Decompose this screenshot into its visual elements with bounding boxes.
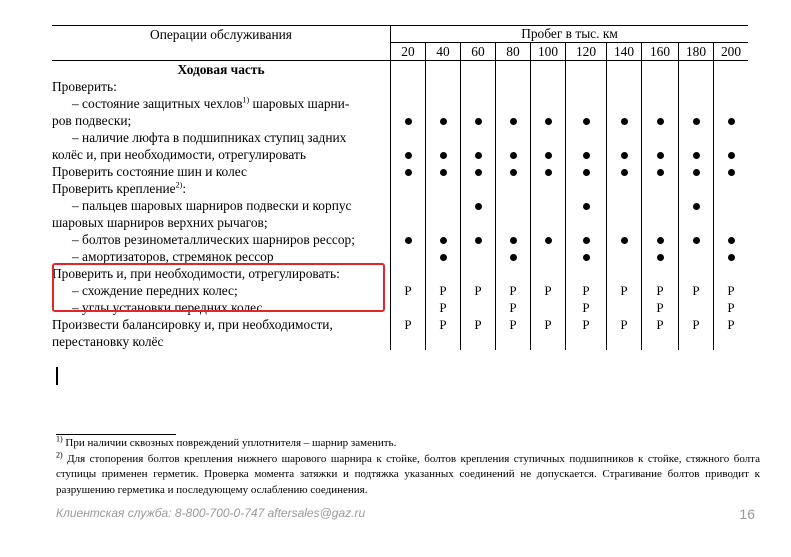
adjust-mark: Р xyxy=(679,282,714,299)
empty-mark xyxy=(607,180,642,197)
empty-mark xyxy=(679,180,714,197)
operation-cell xyxy=(52,333,391,350)
adjust-mark: Р xyxy=(404,317,412,332)
empty-mark xyxy=(461,333,496,350)
dot-icon xyxy=(693,169,700,176)
dot-icon xyxy=(475,169,482,176)
check-mark xyxy=(496,231,531,248)
empty-mark xyxy=(642,180,679,197)
empty-mark xyxy=(714,265,749,282)
empty-mark xyxy=(642,129,679,146)
dot-icon xyxy=(405,169,412,176)
empty-mark xyxy=(642,333,679,350)
empty-mark xyxy=(391,299,426,316)
empty-mark xyxy=(496,95,531,112)
empty-mark xyxy=(531,129,566,146)
adjust-mark: Р xyxy=(496,299,531,316)
operation-cell xyxy=(52,214,391,231)
operation-cell xyxy=(52,146,391,163)
adjust-mark: Р xyxy=(679,316,714,333)
table-row xyxy=(52,95,748,112)
check-mark xyxy=(461,231,496,248)
empty-mark xyxy=(714,180,749,197)
adjust-mark: Р xyxy=(642,282,679,299)
check-mark xyxy=(714,112,749,129)
empty-mark xyxy=(714,78,749,95)
operation-text: – наличие люфта в подшипниках ступиц задних xyxy=(72,130,347,145)
dot-icon xyxy=(440,169,447,176)
footnote-1 xyxy=(56,436,760,452)
dot-icon xyxy=(405,118,412,125)
check-mark xyxy=(566,112,607,129)
empty-mark xyxy=(679,333,714,350)
empty-mark xyxy=(391,265,426,282)
mark-cell xyxy=(531,61,566,79)
footnote-divider xyxy=(56,434,176,435)
empty-mark xyxy=(391,197,426,214)
dot-icon xyxy=(510,152,517,159)
section-title: Ходовая часть xyxy=(52,61,391,79)
empty-mark xyxy=(607,333,642,350)
empty-mark xyxy=(679,129,714,146)
dot-icon xyxy=(510,254,517,261)
check-mark xyxy=(607,231,642,248)
empty-mark xyxy=(679,214,714,231)
check-mark xyxy=(391,146,426,163)
check-mark xyxy=(566,231,607,248)
dot-icon xyxy=(440,254,447,261)
table-row xyxy=(52,78,748,95)
empty-mark xyxy=(714,95,749,112)
check-mark xyxy=(426,163,461,180)
footnote-2-mark: 2) xyxy=(56,449,63,459)
operation-text-tail: : xyxy=(182,181,187,196)
check-mark xyxy=(679,146,714,163)
table-row xyxy=(52,180,748,197)
dot-icon xyxy=(728,237,735,244)
dot-icon xyxy=(583,254,590,261)
empty-mark xyxy=(426,214,461,231)
empty-mark xyxy=(607,299,642,316)
dot-icon xyxy=(510,118,517,125)
check-mark xyxy=(496,146,531,163)
operation-cell xyxy=(52,129,391,146)
empty-mark xyxy=(391,78,426,95)
dot-icon xyxy=(621,169,628,176)
mark-cell xyxy=(391,61,426,79)
dot-icon xyxy=(728,118,735,125)
dot-icon xyxy=(440,118,447,125)
empty-mark xyxy=(461,180,496,197)
empty-mark xyxy=(391,95,426,112)
dot-icon xyxy=(510,237,517,244)
dot-icon xyxy=(583,237,590,244)
check-mark xyxy=(566,146,607,163)
empty-mark xyxy=(566,129,607,146)
empty-mark xyxy=(607,248,642,265)
operation-text: шаровых шарниров верхних рычагов; xyxy=(52,215,268,230)
table-row xyxy=(52,163,748,180)
empty-mark xyxy=(391,129,426,146)
check-mark xyxy=(531,146,566,163)
empty-mark xyxy=(496,197,531,214)
empty-mark xyxy=(496,180,531,197)
table-row xyxy=(52,112,748,129)
check-mark xyxy=(642,146,679,163)
operation-text: – пальцев шаровых шарниров подвески и корпус xyxy=(72,198,352,213)
footnote-2 xyxy=(56,449,760,499)
dot-icon xyxy=(657,254,664,261)
operation-cell xyxy=(52,231,391,248)
dot-icon xyxy=(693,118,700,125)
dot-icon xyxy=(545,169,552,176)
check-mark xyxy=(607,112,642,129)
dot-icon xyxy=(693,203,700,210)
empty-mark xyxy=(566,265,607,282)
adjust-mark: Р xyxy=(426,282,461,299)
footnote-2-text: Для стопорения болтов крепления нижнего шарового шарнира к стойке, болтов крепления ступичных подшипников к стойке, стяжного болта ступицы применен герметик. Проверка момента затяжки и подтяжка указанных соединений не допускается. Страгивание болтов приводит к разрушению герметика и последующему ослаблению соединения. xyxy=(56,452,760,496)
table-row xyxy=(52,197,748,214)
operation-text: – болтов резинометаллических шарниров рессор; xyxy=(72,232,355,247)
mileage-col-60: 60 xyxy=(461,43,496,61)
empty-mark xyxy=(531,180,566,197)
check-mark xyxy=(714,248,749,265)
empty-mark xyxy=(391,180,426,197)
mileage-col-160: 160 xyxy=(642,43,679,61)
dot-icon xyxy=(583,118,590,125)
empty-mark xyxy=(391,333,426,350)
empty-mark xyxy=(496,78,531,95)
empty-mark xyxy=(714,129,749,146)
mileage-col-180: 180 xyxy=(679,43,714,61)
adjust-mark: Р xyxy=(566,299,607,316)
empty-mark xyxy=(461,265,496,282)
empty-mark xyxy=(566,78,607,95)
adjust-mark: Р xyxy=(642,316,679,333)
operation-cell xyxy=(52,95,391,112)
empty-mark xyxy=(531,95,566,112)
operation-text: ров подвески; xyxy=(52,113,132,128)
check-mark xyxy=(426,231,461,248)
empty-mark xyxy=(426,180,461,197)
empty-mark xyxy=(566,180,607,197)
empty-mark xyxy=(679,95,714,112)
dot-icon xyxy=(621,237,628,244)
adjust-mark: Р xyxy=(714,282,749,299)
table-row xyxy=(52,214,748,231)
dot-icon xyxy=(475,203,482,210)
adjust-mark: Р xyxy=(531,282,566,299)
dot-icon xyxy=(728,254,735,261)
operation-text: Проверить состояние шин и колес xyxy=(52,164,247,179)
empty-mark xyxy=(496,265,531,282)
check-mark xyxy=(607,146,642,163)
empty-mark xyxy=(531,299,566,316)
empty-mark xyxy=(426,333,461,350)
operations-header: Операции обслуживания xyxy=(52,26,391,61)
mileage-col-100: 100 xyxy=(531,43,566,61)
mileage-col-120: 120 xyxy=(566,43,607,61)
empty-mark xyxy=(566,95,607,112)
empty-mark xyxy=(496,333,531,350)
empty-mark xyxy=(426,129,461,146)
operation-text: Произвести балансировку и, при необходимости, xyxy=(52,317,333,332)
empty-mark xyxy=(531,265,566,282)
operation-text: – амортизаторов, стремянок рессор xyxy=(72,249,274,264)
empty-mark xyxy=(426,265,461,282)
mark-cell xyxy=(607,61,642,79)
check-mark xyxy=(679,112,714,129)
empty-mark xyxy=(642,78,679,95)
operation-cell xyxy=(52,316,391,333)
check-mark xyxy=(426,146,461,163)
dot-icon xyxy=(475,118,482,125)
check-mark xyxy=(531,231,566,248)
empty-mark xyxy=(714,214,749,231)
operation-text: колёс и, при необходимости, отрегулировать xyxy=(52,147,306,162)
adjust-mark: Р xyxy=(566,282,607,299)
empty-mark xyxy=(642,214,679,231)
empty-mark xyxy=(531,333,566,350)
empty-mark xyxy=(461,78,496,95)
empty-mark xyxy=(679,248,714,265)
empty-mark xyxy=(531,78,566,95)
mark-cell xyxy=(714,61,749,79)
empty-mark xyxy=(426,197,461,214)
mark-cell xyxy=(679,61,714,79)
empty-mark xyxy=(642,197,679,214)
check-mark xyxy=(496,163,531,180)
empty-mark xyxy=(642,265,679,282)
dot-icon xyxy=(583,152,590,159)
empty-mark xyxy=(531,197,566,214)
dot-icon xyxy=(545,118,552,125)
adjust-mark: Р xyxy=(607,316,642,333)
check-mark xyxy=(426,248,461,265)
adjust-mark: Р xyxy=(714,299,749,316)
empty-mark xyxy=(642,95,679,112)
empty-mark xyxy=(679,299,714,316)
empty-mark xyxy=(714,333,749,350)
mileage-col-20: 20 xyxy=(391,43,426,61)
dot-icon xyxy=(405,152,412,159)
mileage-col-140: 140 xyxy=(607,43,642,61)
adjust-mark: Р xyxy=(461,282,496,299)
footnote-1-text: При наличии сквозных повреждений уплотнителя – шарнир заменить. xyxy=(62,437,397,449)
operation-text: перестановку колёс xyxy=(52,334,164,349)
check-mark xyxy=(566,163,607,180)
mark-cell xyxy=(496,61,531,79)
check-mark xyxy=(679,197,714,214)
check-mark xyxy=(496,248,531,265)
adjust-mark: Р xyxy=(461,316,496,333)
empty-mark xyxy=(566,214,607,231)
text-cursor[interactable] xyxy=(56,367,58,385)
empty-mark xyxy=(391,214,426,231)
dot-icon xyxy=(475,237,482,244)
empty-mark xyxy=(461,95,496,112)
empty-mark xyxy=(607,265,642,282)
dot-icon xyxy=(657,118,664,125)
check-mark xyxy=(714,146,749,163)
dot-icon xyxy=(510,169,517,176)
check-mark xyxy=(566,197,607,214)
check-mark xyxy=(642,231,679,248)
empty-mark xyxy=(391,248,426,265)
empty-mark xyxy=(531,248,566,265)
mileage-col-40: 40 xyxy=(426,43,461,61)
check-mark xyxy=(461,146,496,163)
empty-mark xyxy=(714,197,749,214)
adjust-mark: Р xyxy=(426,316,461,333)
dot-icon xyxy=(583,203,590,210)
footnotes xyxy=(56,436,760,498)
mileage-col-80: 80 xyxy=(496,43,531,61)
table-row xyxy=(52,333,748,350)
mileage-col-200: 200 xyxy=(714,43,749,61)
dot-icon xyxy=(621,152,628,159)
adjust-mark: Р xyxy=(642,299,679,316)
table-row xyxy=(52,231,748,248)
empty-mark xyxy=(566,333,607,350)
dot-icon xyxy=(621,118,628,125)
highlight-box xyxy=(52,263,385,312)
empty-mark xyxy=(461,248,496,265)
dot-icon xyxy=(545,152,552,159)
dot-icon xyxy=(440,152,447,159)
check-mark xyxy=(496,112,531,129)
check-mark xyxy=(531,112,566,129)
mark-cell xyxy=(642,61,679,79)
empty-mark xyxy=(531,214,566,231)
footnote-ref: 1) xyxy=(242,95,250,105)
empty-mark xyxy=(607,78,642,95)
empty-mark xyxy=(426,95,461,112)
dot-icon xyxy=(475,152,482,159)
dot-icon xyxy=(728,169,735,176)
empty-mark xyxy=(461,129,496,146)
empty-mark xyxy=(607,214,642,231)
adjust-mark: Р xyxy=(566,316,607,333)
check-mark xyxy=(391,112,426,129)
operation-text: Проверить крепление xyxy=(52,181,176,196)
check-mark xyxy=(607,163,642,180)
table-row xyxy=(52,316,748,333)
operation-text: – состояние защитных чехлов xyxy=(72,96,243,111)
check-mark xyxy=(642,248,679,265)
check-mark xyxy=(679,231,714,248)
check-mark xyxy=(461,163,496,180)
footnote-1-mark: 1) xyxy=(56,434,63,444)
check-mark xyxy=(714,163,749,180)
page-number: 16 xyxy=(739,506,755,522)
adjust-mark: Р xyxy=(496,282,531,299)
dot-icon xyxy=(545,237,552,244)
empty-mark xyxy=(679,265,714,282)
operation-cell xyxy=(52,163,391,180)
check-mark xyxy=(391,231,426,248)
adjust-mark: Р xyxy=(426,299,461,316)
adjust-mark: Р xyxy=(404,283,412,298)
empty-mark xyxy=(461,299,496,316)
dot-icon xyxy=(657,237,664,244)
check-mark xyxy=(679,163,714,180)
check-mark xyxy=(531,163,566,180)
mileage-header: Пробег в тыс. км xyxy=(391,26,749,43)
check-mark xyxy=(461,197,496,214)
table-row xyxy=(52,129,748,146)
check-mark xyxy=(566,248,607,265)
dot-icon xyxy=(440,237,447,244)
operation-cell xyxy=(52,180,391,197)
mark-cell xyxy=(426,61,461,79)
adjust-mark: Р xyxy=(607,282,642,299)
operation-cell xyxy=(52,78,391,95)
check-mark xyxy=(391,163,426,180)
check-mark xyxy=(642,163,679,180)
check-mark xyxy=(642,112,679,129)
check-mark xyxy=(426,112,461,129)
mark-cell xyxy=(566,61,607,79)
empty-mark xyxy=(461,214,496,231)
operation-text-tail: шаровых шарни- xyxy=(249,96,350,111)
operation-cell xyxy=(52,197,391,214)
adjust-mark: Р xyxy=(496,316,531,333)
check-mark xyxy=(461,112,496,129)
service-contact: Клиентская служба: 8-800-700-0-747 aftersales@gaz.ru xyxy=(56,506,366,520)
operation-text: Проверить: xyxy=(52,79,117,94)
dot-icon xyxy=(583,169,590,176)
empty-mark xyxy=(607,197,642,214)
operation-cell xyxy=(52,112,391,129)
adjust-mark: Р xyxy=(531,316,566,333)
empty-mark xyxy=(496,214,531,231)
dot-icon xyxy=(657,169,664,176)
footnote-ref: 2) xyxy=(175,180,183,190)
adjust-mark: Р xyxy=(714,316,749,333)
operation-text: Проверить и, при необходимости, отрегулировать: xyxy=(52,266,340,281)
operation-text: – схождение передних колес; xyxy=(72,283,238,298)
empty-mark xyxy=(607,129,642,146)
empty-mark xyxy=(607,95,642,112)
dot-icon xyxy=(693,152,700,159)
check-mark xyxy=(714,231,749,248)
table-row xyxy=(52,146,748,163)
dot-icon xyxy=(405,237,412,244)
dot-icon xyxy=(728,152,735,159)
dot-icon xyxy=(693,237,700,244)
dot-icon xyxy=(657,152,664,159)
empty-mark xyxy=(426,78,461,95)
empty-mark xyxy=(496,129,531,146)
mark-cell xyxy=(461,61,496,79)
operation-text: – углы установки передних колес xyxy=(72,300,263,315)
empty-mark xyxy=(679,78,714,95)
